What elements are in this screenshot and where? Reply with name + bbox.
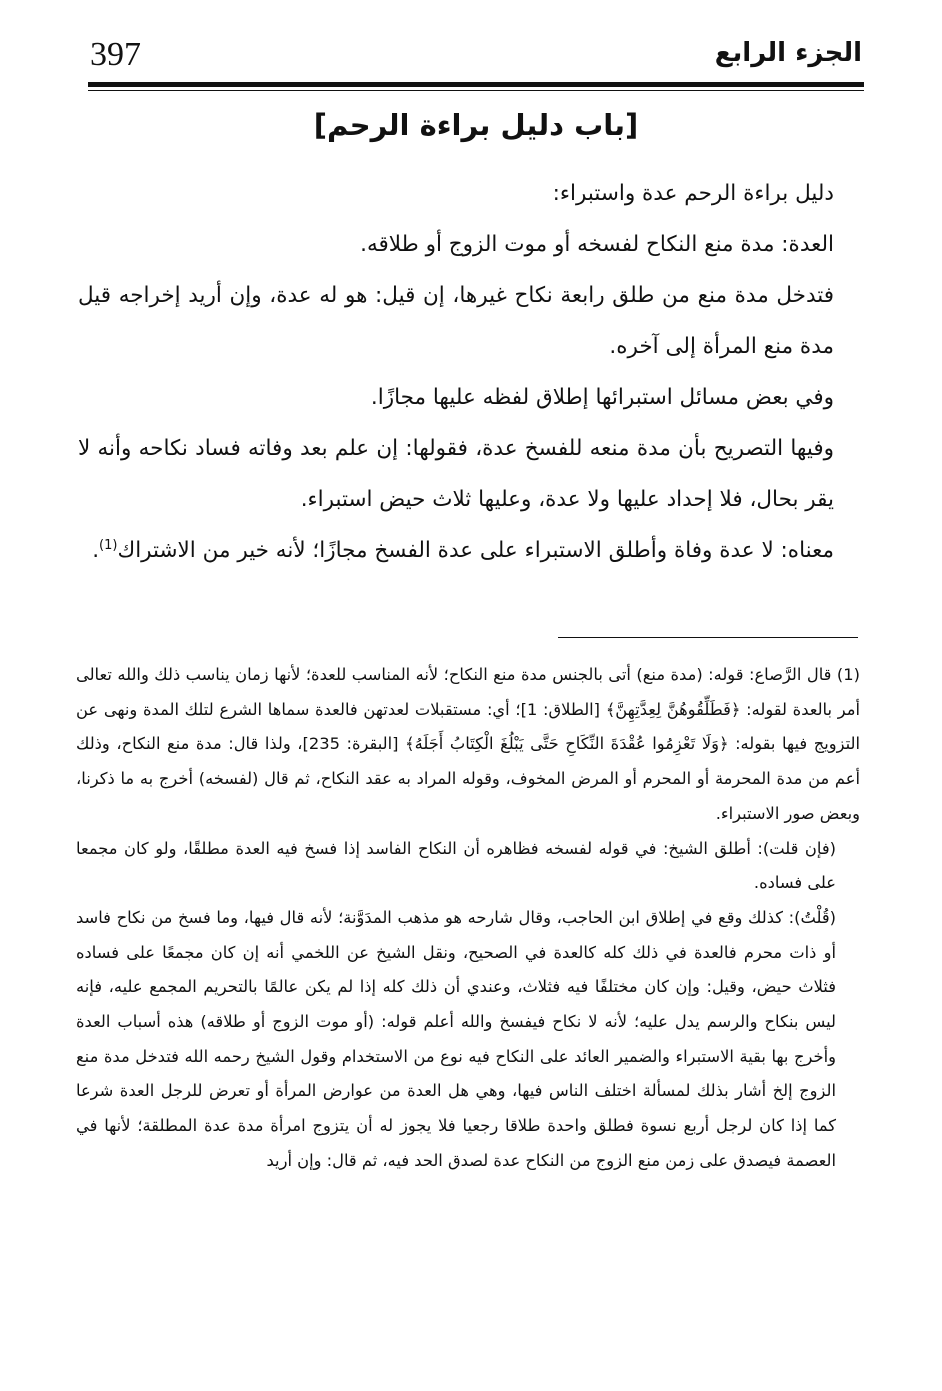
paragraph-6	[78, 525, 860, 576]
header-rule-thin	[88, 90, 864, 91]
header-rule-thick	[88, 82, 864, 87]
main-text	[78, 168, 860, 576]
paragraph-4: وفي بعض مسائل استبرائها إطلاق لفظه عليها مجازًا.	[370, 385, 834, 410]
footnote-question: (فإن قلت): أطلق الشيخ: في قوله لفسخه فظاهره أن النكاح الفاسد إذا فسخ فيه العدة مطلقًا، ولو كان مجمعا على فساده.	[76, 838, 836, 893]
footnotes	[76, 658, 860, 1179]
footnote-reference: (1)	[99, 537, 118, 553]
page-header	[90, 30, 862, 82]
chapter-title: [باب دليل براءة الرحم]	[313, 108, 639, 142]
page-number: 397	[90, 36, 141, 73]
paragraph-3: فتدخل مدة منع من طلق رابعة نكاح غيرها، إن قيل: هو له عدة، وإن أريد إخراجه قيل مدة منع المرأة إلى آخره.	[78, 283, 834, 359]
paragraph-5: وفيها التصريح بأن مدة منعه للفسخ عدة، فقولها: إن علم بعد وفاته فساد نكاحه وأنه لا يقر بحال، فلا إحداد عليها ولا عدة، وعليها ثلاث حيض استبراء.	[78, 436, 834, 512]
paragraph-6-end: .	[92, 538, 100, 563]
footnote-1: (1) قال الرَّصاع: قوله: (مدة منع) أتى بالجنس مدة منع النكاح؛ لأنه المناسب للعدة؛ لأنها زمان يناسب ذلك والله تعالى أمر بالعدة لقوله: ﴿فَطَلِّقُوهُنَّ لِعِدَّتِهِنَّ﴾ [الطلاق: 1]؛ أي: مستقبلات لعدتهن فالعدة سماها الشرع لتلك المدة ونهى عن التزويج فيها بقوله: ﴿وَلَا تَعْزِمُوا عُقْدَةَ النِّكَاحِ حَتَّى يَبْلُغَ الْكِتَابُ أَجَلَهُ﴾ [البقرة: 235]، ولذا قال: مدة منع النكاح، وذلك أعم من مدة المحرمة أو المحرم أو المرض المخوف، وقوله المراد به عقد النكاح، ثم قال (لفسخه) أخرج به ما ذكرنا، وبعض صور الاستبراء.	[76, 665, 860, 823]
footnote-separator	[558, 637, 858, 638]
footnote-answer: (قُلْتُ): كذلك وقع في إطلاق ابن الحاجب، وقال شارحه هو مذهب المدَوَّنة؛ لأنه قال فيها، وما فسخ من نكاح فاسد أو ذات محرم فالعدة في ذلك كله كالعدة في الصحيح، ونقل الشيخ عن اللخمي أنه إن كان مجمعًا على فساده فثلاث حيض، وقيل: وإن كان مختلفًا فيه فثلاث، وعندي أن ذلك كله إذا لم يكن عالمًا بالتحريم المجمع عليه، فإنه ليس بنكاح والرسم يدل عليه؛ لأنه لا نكاح فيفسخ والله أعلم قوله: (أو موت الزوج أو طلاقه) هذه أسباب العدة وأخرج بها بقية الاستبراء والضمير العائد على النكاح فيه نوع من الاستخدام وقول الشيخ رحمه الله فتدخل مدة منع الزوج إلخ أشار بذلك لمسألة اختلف الناس فيها، وهي هل العدة من عوارض المرأة أو تعرض للرجل العدة شرعا كما إذا كان لرجل أربع نسوة فطلق واحدة طلاقا رجعيا فلا يجوز له أن يتزوج امرأة مدة عدة المطلقة؛ لأنها في العصمة فيصدق على زمن منع الزوج من النكاح عدة لصدق الحد فيه، ثم قال: وإن أريد	[76, 907, 836, 1170]
paragraph-6-text: معناه: لا عدة وفاة وأطلق الاستبراء على عدة الفسخ مجازًا؛ لأنه خير من الاشتراك	[117, 538, 834, 563]
paragraph-1: دليل براءة الرحم عدة واستبراء:	[552, 181, 834, 206]
running-title: الجزء الرابع	[714, 38, 862, 68]
paragraph-2: العدة: مدة منع النكاح لفسخه أو موت الزوج أو طلاقه.	[360, 232, 834, 257]
